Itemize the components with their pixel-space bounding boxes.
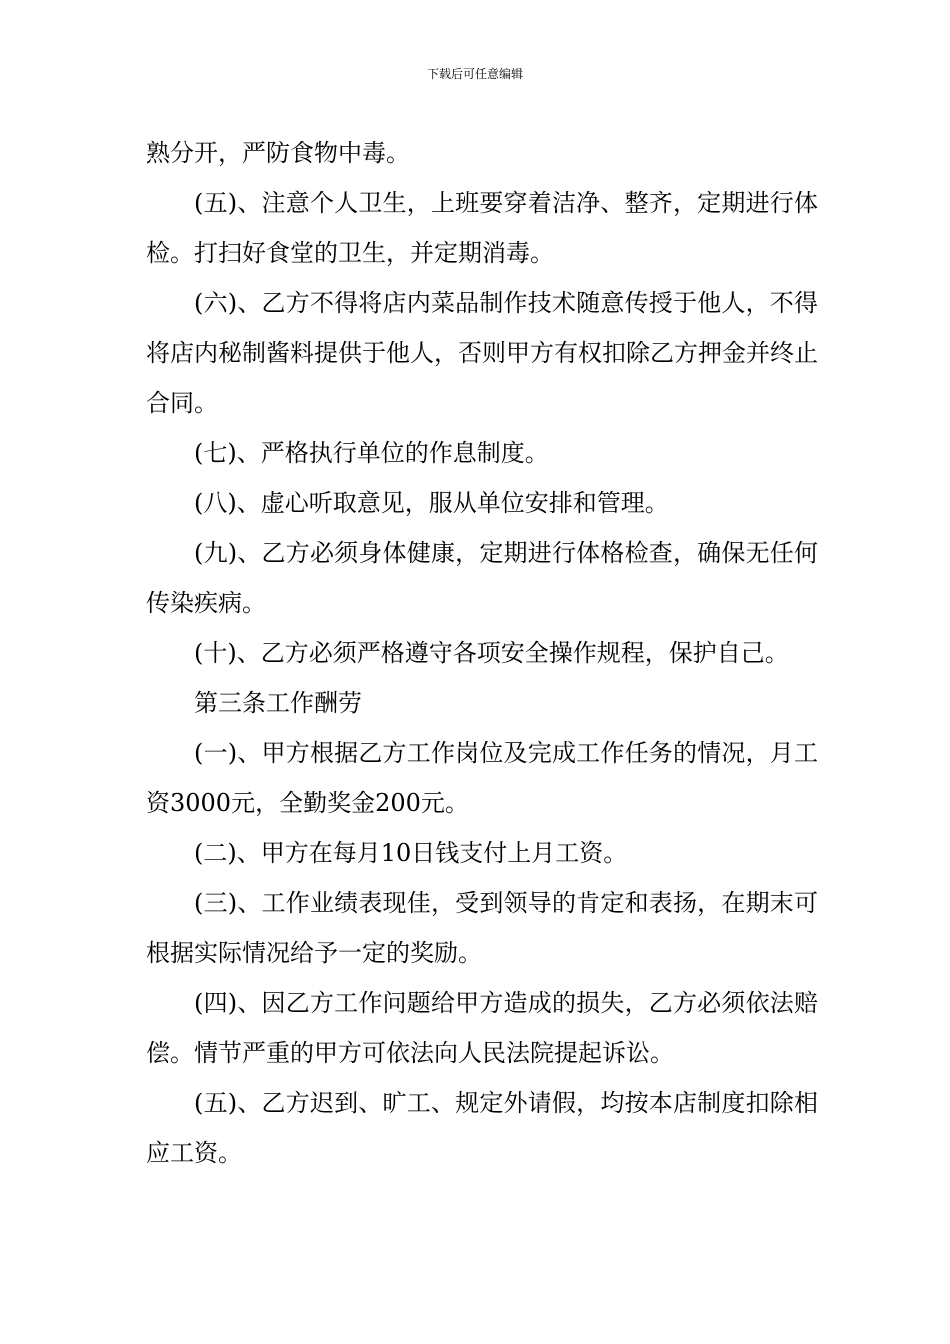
clause-item: (四)、因乙方工作问题给甲方造成的损失，乙方必须依法赔偿。情节严重的甲方可依法向人民法院提起诉讼。 <box>146 989 818 1067</box>
clause-item: (五)、注意个人卫生，上班要穿着洁净、整齐，定期进行体检。打扫好食堂的卫生，并定期消毒。 <box>146 189 818 267</box>
clause-item: (六)、乙方不得将店内菜品制作技术随意传授于他人，不得将店内秘制酱料提供于他人，否则甲方有权扣除乙方押金并终止合同。 <box>146 289 818 417</box>
paragraph-continuation: 熟分开，严防食物中毒。 <box>146 139 410 167</box>
document-body <box>146 128 818 1178</box>
clause-item: (一)、甲方根据乙方工作岗位及完成工作任务的情况，月工资3000元，全勤奖金200元。 <box>146 739 818 817</box>
clause-item: (三)、工作业绩表现佳，受到领导的肯定和表扬，在期末可根据实际情况给予一定的奖励。 <box>146 889 818 967</box>
clause-item: (十)、乙方必须严格遵守各项安全操作规程，保护自己。 <box>194 639 789 667</box>
clause-item: (八)、虚心听取意见，服从单位安排和管理。 <box>194 489 669 517</box>
clause-item: (五)、乙方迟到、旷工、规定外请假，均按本店制度扣除相应工资。 <box>146 1089 818 1167</box>
page-header: 下载后可任意编辑 <box>426 67 523 81</box>
clause-item: (七)、严格执行单位的作息制度。 <box>194 439 549 467</box>
clause-item: (二)、甲方在每月10日钱支付上月工资。 <box>194 839 628 867</box>
clause-item: (九)、乙方必须身体健康，定期进行体格检查，确保无任何传染疾病。 <box>146 539 818 617</box>
article-heading: 第三条工作酬劳 <box>194 689 362 717</box>
